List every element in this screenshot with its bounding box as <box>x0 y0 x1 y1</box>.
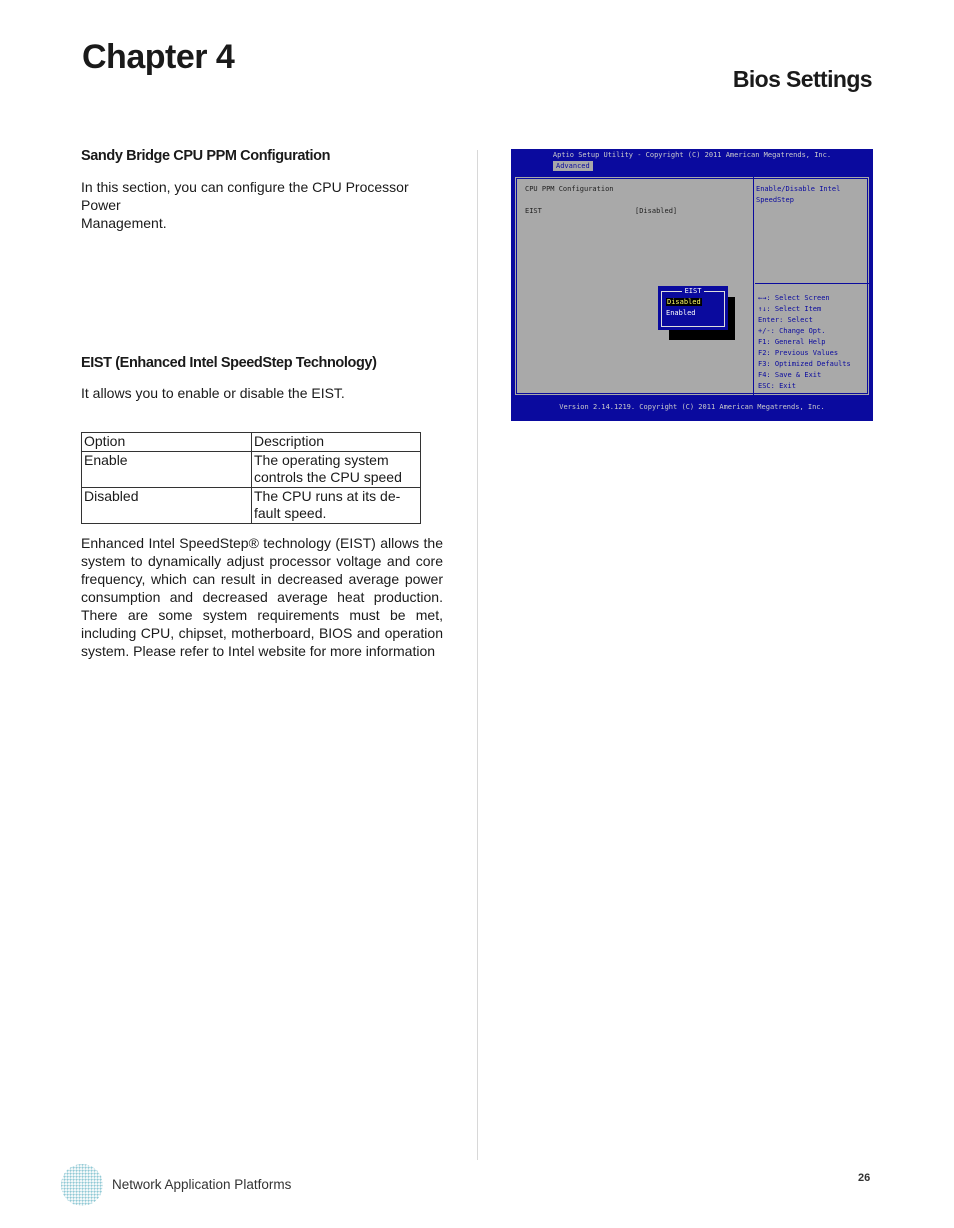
body-line: Enhanced Intel SpeedStep® technology (EIST) allows the <box>81 535 443 551</box>
table-cell: The operating system controls the CPU speed <box>252 451 421 487</box>
heading-eist: EIST (Enhanced Intel SpeedStep Technology) <box>81 355 377 371</box>
bios-help-divider <box>755 283 869 284</box>
bios-key-hint: ↑↓: Select Item <box>758 305 822 313</box>
intro-paragraph <box>81 178 451 232</box>
footer-company-name: Network Application Platforms <box>112 1177 292 1192</box>
bios-panel-heading: CPU PPM Configuration <box>525 185 614 193</box>
bios-key-hint: Enter: Select <box>758 316 813 324</box>
table-header-row <box>82 433 421 452</box>
bios-key-hint: F1: General Help <box>758 338 826 346</box>
bios-key-hint: F3: Optimized Defaults <box>758 360 851 368</box>
body-line: There are some system requirements must be met, <box>81 607 443 623</box>
eist-description: It allows you to enable or disable the EIST. <box>81 385 345 401</box>
option-table <box>81 432 421 524</box>
table-header: Option <box>82 433 252 452</box>
eist-popup <box>658 286 728 330</box>
table-cell: The CPU runs at its de-fault speed. <box>252 487 421 523</box>
company-logo <box>60 1163 104 1207</box>
intro-line: In this section, you can configure the CPU Processor Power <box>81 179 409 213</box>
bios-eist-label[interactable]: EIST <box>525 207 542 215</box>
chapter-title: Chapter 4 <box>82 38 235 76</box>
bios-screenshot <box>511 149 873 421</box>
body-line: frequency, which can result in decreased average power <box>81 571 443 587</box>
column-divider <box>477 150 478 1160</box>
bios-footer: Version 2.14.1219. Copyright (C) 2011 American Megatrends, Inc. <box>559 403 825 411</box>
table-row <box>82 451 421 487</box>
popup-option-enabled[interactable]: Enabled <box>666 309 696 317</box>
bios-help-text: SpeedStep <box>756 196 794 204</box>
table-cell: Disabled <box>82 487 252 523</box>
table-header: Description <box>252 433 421 452</box>
table-row <box>82 487 421 523</box>
table-cell: Enable <box>82 451 252 487</box>
bios-key-hint: +/-: Change Opt. <box>758 327 826 335</box>
bios-panel <box>513 175 871 397</box>
bios-eist-value[interactable]: [Disabled] <box>635 207 678 215</box>
bios-help-text: Enable/Disable Intel <box>756 185 841 193</box>
bios-key-hint: F4: Save & Exit <box>758 371 822 379</box>
body-line: system. Please refer to Intel website for more information <box>81 643 436 659</box>
intro-line: Management. <box>81 215 167 231</box>
page-number: 26 <box>858 1172 871 1184</box>
eist-body-paragraph <box>81 534 443 660</box>
body-line: consumption and decreased average heat production. <box>81 589 443 605</box>
popup-title: EIST <box>682 287 705 295</box>
bios-title: Aptio Setup Utility - Copyright (C) 2011 American Megatrends, Inc. <box>552 151 832 159</box>
bios-key-hint: F2: Previous Values <box>758 349 839 357</box>
heading-ppm-config: Sandy Bridge CPU PPM Configuration <box>81 148 331 164</box>
bios-key-hint: ←→: Select Screen <box>758 294 830 302</box>
popup-option-disabled[interactable]: Disabled <box>667 298 701 306</box>
body-line: including CPU, chipset, motherboard, BIOS and operation <box>81 625 443 641</box>
bios-panel-divider <box>753 177 754 395</box>
body-line: system to dynamically adjust processor voltage and core <box>81 553 443 569</box>
bios-tab-advanced[interactable]: Advanced <box>553 161 593 171</box>
bios-key-hint: ESC: Exit <box>758 382 796 390</box>
section-title: Bios Settings <box>732 66 872 92</box>
